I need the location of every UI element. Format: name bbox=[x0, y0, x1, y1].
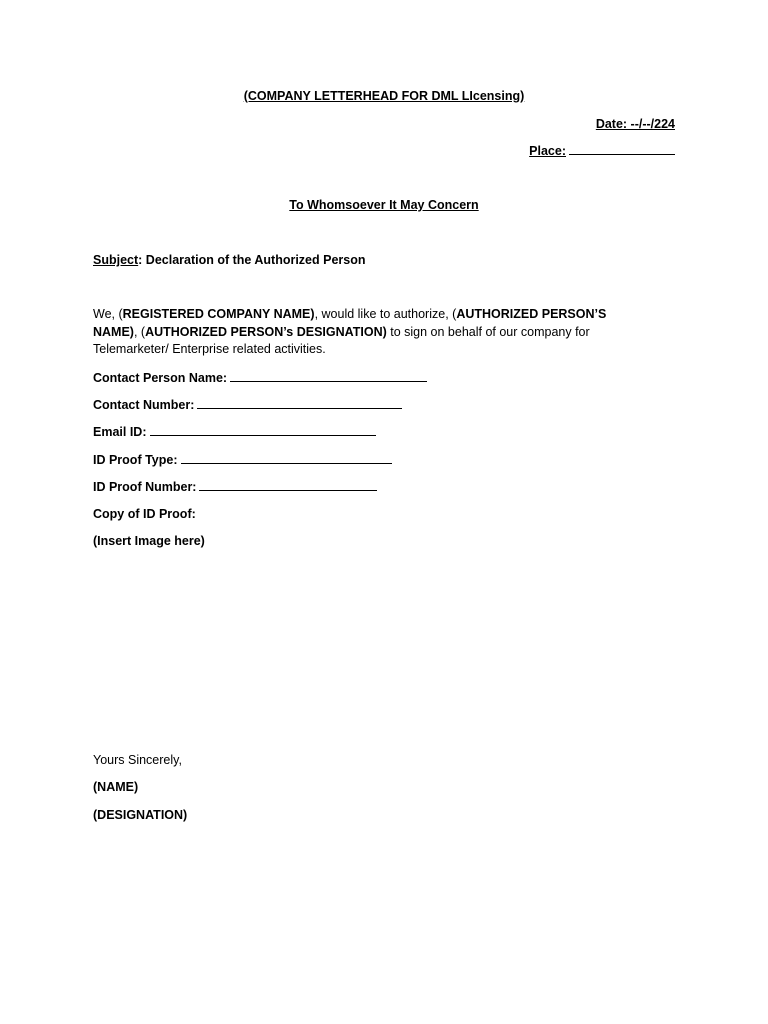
heading: To Whomsoever It May Concern bbox=[289, 198, 479, 212]
insert-image-placeholder: (Insert Image here) bbox=[93, 534, 205, 548]
contact-person-blank bbox=[230, 370, 427, 382]
contact-person-field bbox=[93, 370, 427, 387]
body-text-4: to sign on behalf of our company for Telemarketer/ Enterprise related activities. bbox=[93, 324, 590, 356]
body-text-3: , ( bbox=[133, 324, 146, 339]
id-type-label: ID Proof Type: bbox=[93, 453, 178, 467]
designation-placeholder: AUTHORIZED PERSON’s DESIGNATION) bbox=[145, 324, 387, 339]
body-paragraph bbox=[93, 306, 653, 359]
email-blank bbox=[150, 424, 376, 436]
place-blank bbox=[569, 143, 675, 155]
contact-number-label: Contact Number: bbox=[93, 398, 195, 412]
id-number-blank bbox=[199, 479, 377, 491]
subject-label: Subject bbox=[93, 253, 139, 267]
subject-line bbox=[93, 252, 366, 269]
body-text-2: , would like to authorize, ( bbox=[314, 307, 457, 321]
body-text-1: We, ( bbox=[93, 307, 123, 321]
contact-number-field bbox=[93, 397, 402, 414]
company-name-placeholder: REGISTERED COMPANY NAME) bbox=[122, 307, 315, 321]
place-label: Place: bbox=[529, 144, 566, 158]
id-number-field bbox=[93, 479, 377, 496]
copy-id-field: Copy of ID Proof: bbox=[93, 507, 196, 521]
closing-line: Yours Sincerely, bbox=[93, 753, 182, 767]
contact-person-label: Contact Person Name: bbox=[93, 371, 228, 385]
email-label: Email ID: bbox=[93, 425, 147, 439]
subject-text: : Declaration of the Authorized Person bbox=[138, 253, 366, 267]
date-line: Date: --/--/224 bbox=[595, 117, 675, 131]
id-number-label: ID Proof Number: bbox=[93, 480, 197, 494]
contact-number-blank bbox=[197, 397, 402, 409]
signatory-designation: (DESIGNATION) bbox=[93, 808, 188, 822]
signatory-name: (NAME) bbox=[93, 780, 139, 794]
email-field bbox=[93, 424, 376, 441]
id-type-blank bbox=[181, 452, 392, 464]
place-line bbox=[529, 143, 675, 160]
id-type-field bbox=[93, 452, 392, 469]
person-name-placeholder: AUTHORIZED PERSON’S NAME) bbox=[93, 307, 607, 339]
letterhead-title: (COMPANY LETTERHEAD FOR DML LIcensing) bbox=[243, 89, 525, 103]
